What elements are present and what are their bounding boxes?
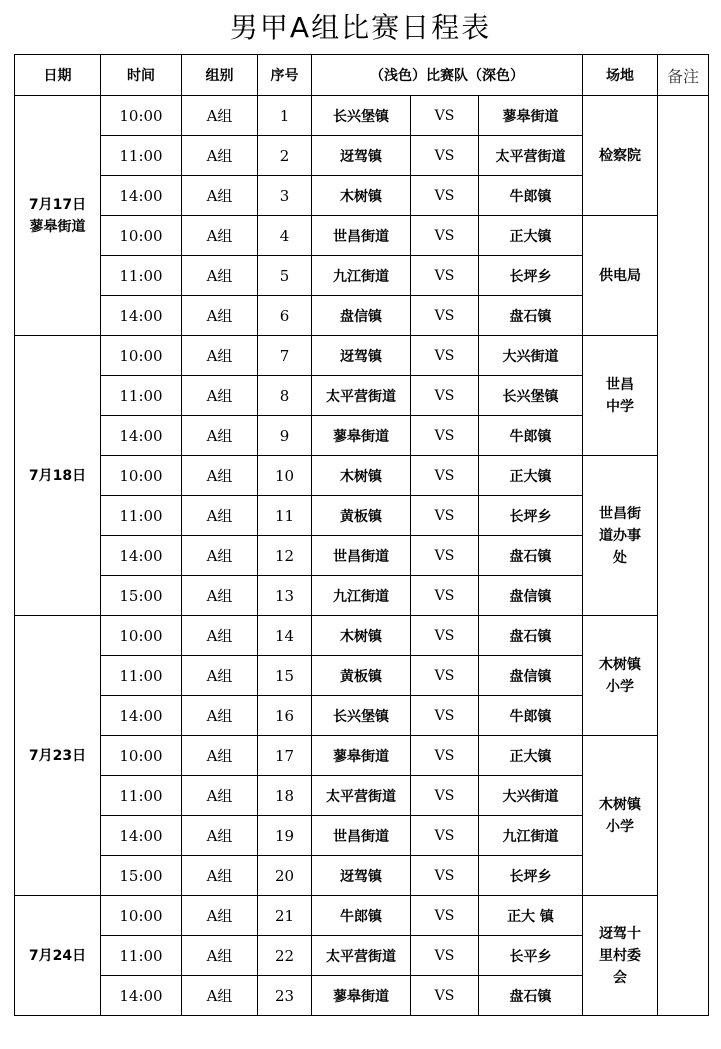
away-team-cell: 大兴街道 — [479, 336, 583, 376]
home-team-cell: 木树镇 — [312, 176, 411, 216]
vs-cell: VS — [411, 216, 479, 256]
time-cell: 10:00 — [101, 216, 182, 256]
away-team-cell: 盘信镇 — [479, 576, 583, 616]
away-team-cell: 正大镇 — [479, 736, 583, 776]
home-team-cell: 黄板镇 — [312, 496, 411, 536]
vs-cell: VS — [411, 776, 479, 816]
seq-cell: 14 — [258, 616, 312, 656]
table-row — [15, 96, 709, 136]
group-cell: A组 — [182, 976, 258, 1016]
seq-cell: 22 — [258, 936, 312, 976]
time-cell: 14:00 — [101, 416, 182, 456]
home-team-cell: 太平营街道 — [312, 376, 411, 416]
venue-line: 世昌 — [606, 376, 634, 393]
time-cell: 14:00 — [101, 176, 182, 216]
time-cell: 14:00 — [101, 816, 182, 856]
schedule-body — [15, 96, 709, 1016]
away-team-cell: 长平乡 — [479, 936, 583, 976]
home-team-cell: 长兴堡镇 — [312, 696, 411, 736]
header-group: 组别 — [182, 55, 258, 96]
home-team-cell: 太平营街道 — [312, 936, 411, 976]
header-row — [15, 55, 709, 96]
away-team-cell: 牛郎镇 — [479, 416, 583, 456]
venue-cell — [583, 456, 658, 616]
seq-cell: 8 — [258, 376, 312, 416]
group-cell: A组 — [182, 496, 258, 536]
group-cell: A组 — [182, 696, 258, 736]
date-cell — [15, 616, 101, 896]
home-team-cell: 九江街道 — [312, 576, 411, 616]
seq-cell: 12 — [258, 536, 312, 576]
seq-cell: 17 — [258, 736, 312, 776]
home-team-cell: 世昌街道 — [312, 216, 411, 256]
header-date: 日期 — [15, 55, 101, 96]
table-row — [15, 216, 709, 256]
home-team-cell: 太平营街道 — [312, 776, 411, 816]
home-team-cell: 迓驾镇 — [312, 856, 411, 896]
home-team-cell: 蓼皋街道 — [312, 416, 411, 456]
away-team-cell: 盘石镇 — [479, 296, 583, 336]
away-team-cell: 盘石镇 — [479, 616, 583, 656]
away-team-cell: 盘信镇 — [479, 656, 583, 696]
group-cell: A组 — [182, 96, 258, 136]
venue-line: 道办事 — [599, 527, 641, 544]
header-venue: 场地 — [583, 55, 658, 96]
away-team-cell: 正大 镇 — [479, 896, 583, 936]
group-cell: A组 — [182, 296, 258, 336]
date-cell — [15, 96, 101, 336]
date-cell — [15, 336, 101, 616]
group-cell: A组 — [182, 736, 258, 776]
vs-cell: VS — [411, 696, 479, 736]
date-line: 7月24日 — [28, 947, 87, 964]
venue-line: 迓驾十 — [599, 925, 641, 942]
date-line: 7月17日 — [28, 196, 87, 213]
seq-cell: 10 — [258, 456, 312, 496]
seq-cell: 3 — [258, 176, 312, 216]
vs-cell: VS — [411, 936, 479, 976]
away-team-cell: 长坪乡 — [479, 496, 583, 536]
away-team-cell: 牛郎镇 — [479, 696, 583, 736]
home-team-cell: 牛郎镇 — [312, 896, 411, 936]
header-seq: 序号 — [258, 55, 312, 96]
seq-cell: 6 — [258, 296, 312, 336]
venue-line: 小学 — [606, 818, 634, 835]
table-row — [15, 336, 709, 376]
away-team-cell: 长兴堡镇 — [479, 376, 583, 416]
away-team-cell: 牛郎镇 — [479, 176, 583, 216]
home-team-cell: 蓼皋街道 — [312, 736, 411, 776]
seq-cell: 13 — [258, 576, 312, 616]
vs-cell: VS — [411, 456, 479, 496]
seq-cell: 11 — [258, 496, 312, 536]
home-team-cell: 木树镇 — [312, 456, 411, 496]
venue-line: 中学 — [606, 398, 634, 415]
seq-cell: 1 — [258, 96, 312, 136]
venue-cell — [583, 896, 658, 1016]
date-line: 7月23日 — [28, 747, 87, 764]
seq-cell: 5 — [258, 256, 312, 296]
table-row — [15, 456, 709, 496]
time-cell: 10:00 — [101, 616, 182, 656]
time-cell: 11:00 — [101, 776, 182, 816]
group-cell: A组 — [182, 896, 258, 936]
table-row — [15, 616, 709, 656]
seq-cell: 15 — [258, 656, 312, 696]
seq-cell: 7 — [258, 336, 312, 376]
time-cell: 14:00 — [101, 696, 182, 736]
time-cell: 10:00 — [101, 456, 182, 496]
home-team-cell: 长兴堡镇 — [312, 96, 411, 136]
time-cell: 15:00 — [101, 856, 182, 896]
venue-cell — [583, 216, 658, 336]
home-team-cell: 迓驾镇 — [312, 136, 411, 176]
group-cell: A组 — [182, 616, 258, 656]
group-cell: A组 — [182, 176, 258, 216]
seq-cell: 2 — [258, 136, 312, 176]
note-cell — [658, 96, 709, 1016]
venue-cell — [583, 616, 658, 736]
header-time: 时间 — [101, 55, 182, 96]
time-cell: 11:00 — [101, 496, 182, 536]
seq-cell: 18 — [258, 776, 312, 816]
away-team-cell: 盘石镇 — [479, 536, 583, 576]
venue-cell — [583, 336, 658, 456]
vs-cell: VS — [411, 296, 479, 336]
group-cell: A组 — [182, 376, 258, 416]
group-cell: A组 — [182, 456, 258, 496]
group-cell: A组 — [182, 656, 258, 696]
vs-cell: VS — [411, 656, 479, 696]
vs-cell: VS — [411, 896, 479, 936]
seq-cell: 9 — [258, 416, 312, 456]
vs-cell: VS — [411, 376, 479, 416]
time-cell: 15:00 — [101, 576, 182, 616]
time-cell: 11:00 — [101, 376, 182, 416]
date-cell — [15, 896, 101, 1016]
table-row — [15, 896, 709, 936]
seq-cell: 16 — [258, 696, 312, 736]
venue-line: 小学 — [606, 678, 634, 695]
home-team-cell: 盘信镇 — [312, 296, 411, 336]
venue-line: 处 — [613, 549, 627, 566]
vs-cell: VS — [411, 496, 479, 536]
date-line: 蓼皋街道 — [29, 218, 86, 235]
vs-cell: VS — [411, 96, 479, 136]
group-cell: A组 — [182, 416, 258, 456]
header-note: 备注 — [658, 55, 709, 96]
group-cell: A组 — [182, 216, 258, 256]
away-team-cell: 正大镇 — [479, 456, 583, 496]
time-cell: 14:00 — [101, 296, 182, 336]
away-team-cell: 正大镇 — [479, 216, 583, 256]
group-cell: A组 — [182, 936, 258, 976]
time-cell: 11:00 — [101, 656, 182, 696]
date-line: 7月18日 — [28, 467, 87, 484]
home-team-cell: 世昌街道 — [312, 536, 411, 576]
venue-line: 里村委 — [599, 947, 641, 964]
time-cell: 14:00 — [101, 976, 182, 1016]
time-cell: 10:00 — [101, 96, 182, 136]
time-cell: 10:00 — [101, 896, 182, 936]
away-team-cell: 九江街道 — [479, 816, 583, 856]
group-cell: A组 — [182, 536, 258, 576]
away-team-cell: 蓼皋街道 — [479, 96, 583, 136]
home-team-cell: 迓驾镇 — [312, 336, 411, 376]
vs-cell: VS — [411, 416, 479, 456]
group-cell: A组 — [182, 576, 258, 616]
vs-cell: VS — [411, 536, 479, 576]
seq-cell: 21 — [258, 896, 312, 936]
time-cell: 11:00 — [101, 256, 182, 296]
group-cell: A组 — [182, 256, 258, 296]
group-cell: A组 — [182, 336, 258, 376]
away-team-cell: 长坪乡 — [479, 856, 583, 896]
venue-line: 木树镇 — [599, 796, 641, 813]
away-team-cell: 长坪乡 — [479, 256, 583, 296]
time-cell: 10:00 — [101, 736, 182, 776]
group-cell: A组 — [182, 816, 258, 856]
vs-cell: VS — [411, 336, 479, 376]
venue-cell — [583, 736, 658, 896]
away-team-cell: 太平营街道 — [479, 136, 583, 176]
vs-cell: VS — [411, 256, 479, 296]
vs-cell: VS — [411, 176, 479, 216]
time-cell: 10:00 — [101, 336, 182, 376]
group-cell: A组 — [182, 856, 258, 896]
vs-cell: VS — [411, 816, 479, 856]
vs-cell: VS — [411, 616, 479, 656]
venue-line: 世昌街 — [599, 505, 641, 522]
time-cell: 14:00 — [101, 536, 182, 576]
away-team-cell: 盘石镇 — [479, 976, 583, 1016]
home-team-cell: 木树镇 — [312, 616, 411, 656]
group-cell: A组 — [182, 136, 258, 176]
home-team-cell: 黄板镇 — [312, 656, 411, 696]
vs-cell: VS — [411, 736, 479, 776]
vs-cell: VS — [411, 136, 479, 176]
seq-cell: 4 — [258, 216, 312, 256]
time-cell: 11:00 — [101, 136, 182, 176]
venue-line: 检察院 — [599, 147, 641, 164]
table-row — [15, 736, 709, 776]
seq-cell: 23 — [258, 976, 312, 1016]
home-team-cell: 世昌街道 — [312, 816, 411, 856]
home-team-cell: 九江街道 — [312, 256, 411, 296]
venue-line: 供电局 — [599, 267, 641, 284]
seq-cell: 20 — [258, 856, 312, 896]
vs-cell: VS — [411, 856, 479, 896]
header-teams: （浅色）比赛队（深色） — [312, 55, 583, 96]
away-team-cell: 大兴街道 — [479, 776, 583, 816]
venue-cell — [583, 96, 658, 216]
vs-cell: VS — [411, 576, 479, 616]
group-cell: A组 — [182, 776, 258, 816]
page-title: 男甲A组比赛日程表 — [229, 11, 492, 44]
seq-cell: 19 — [258, 816, 312, 856]
venue-line: 会 — [613, 969, 627, 986]
schedule-table — [14, 54, 709, 1016]
vs-cell: VS — [411, 976, 479, 1016]
home-team-cell: 蓼皋街道 — [312, 976, 411, 1016]
time-cell: 11:00 — [101, 936, 182, 976]
venue-line: 木树镇 — [599, 656, 641, 673]
